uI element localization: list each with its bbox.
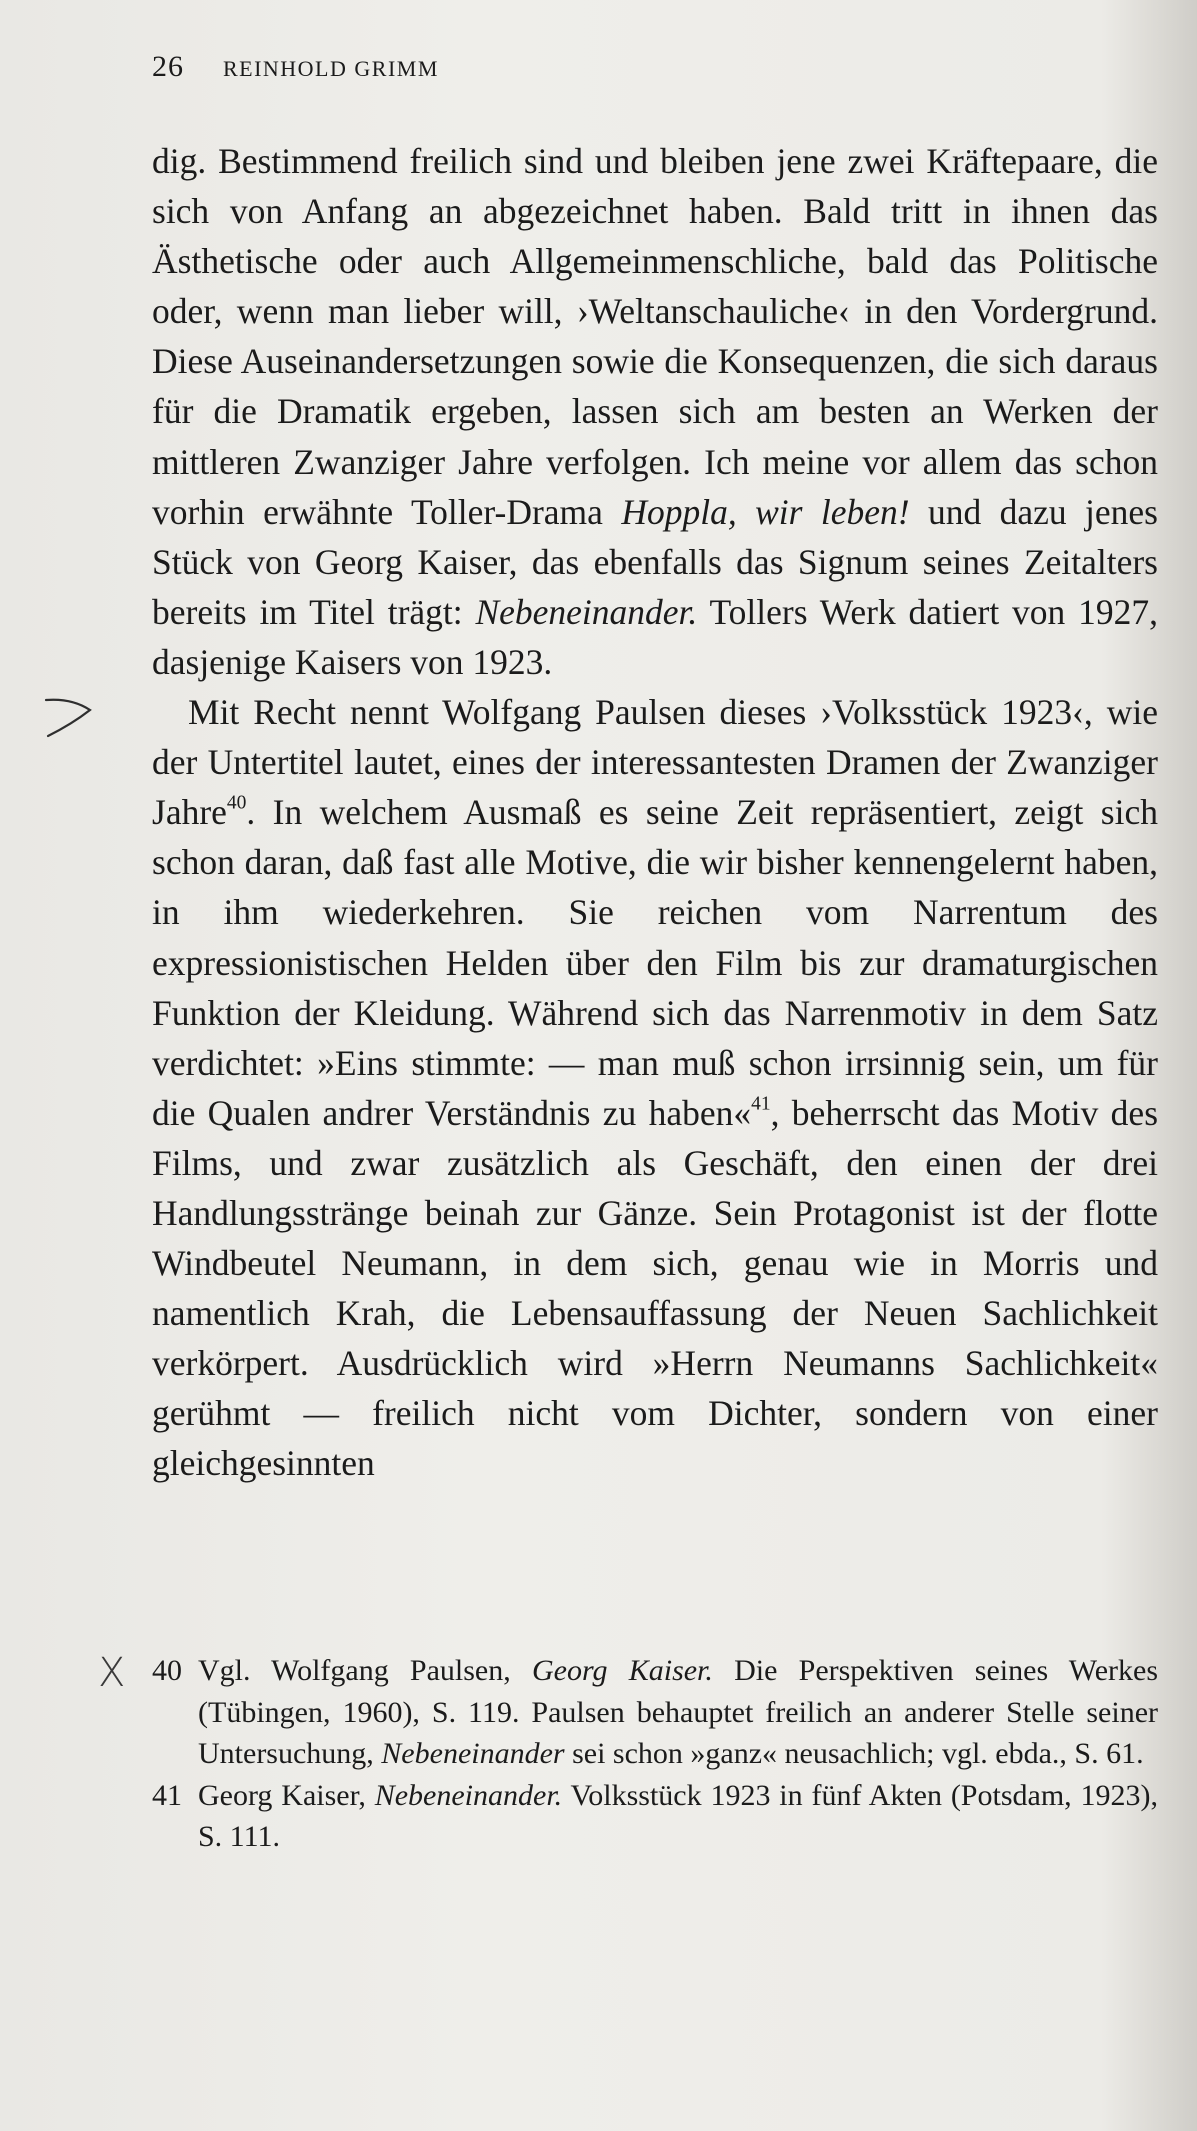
title-nebeneinander: Nebeneinander.: [475, 591, 698, 632]
text-run: Mit Recht nennt Wolfgang Paulsen dieses ›Volksstück 1923‹, wie der Untertitel lautet, eines der interessantesten Dramen der Zwanziger Jahre: [152, 692, 1158, 833]
main-text: [152, 136, 1158, 1489]
footnote-ref-41[interactable]: 41: [751, 1093, 771, 1115]
title-nebeneinander: Nebeneinander.: [374, 1778, 563, 1812]
x-mark-icon: X: [98, 1650, 126, 1696]
text-run: Vgl. Wolfgang Paulsen,: [198, 1654, 532, 1687]
footnote-number: 40: [152, 1654, 182, 1687]
title-nebeneinander: Nebeneinander: [381, 1737, 565, 1770]
arrow-mark-icon: [42, 688, 112, 748]
footnote-text: [198, 1650, 1158, 1775]
title-hoppla: Hoppla, wir leben!: [621, 491, 910, 532]
footnote-text: [198, 1775, 1158, 1858]
running-head: REINHOLD GRIMM: [222, 56, 439, 81]
footnotes: [152, 1650, 1158, 1858]
text-run: Die Perspektiven seines Werkes (Tübingen, 1960), S. 119. Paulsen behauptet freilich an anderer Stelle seiner Untersuchung,: [198, 1654, 1158, 1770]
text-run: und dazu jenes Stück von Georg Kaiser, das ebenfalls das Signum seines Zeitalters bereits im Titel trägt:: [152, 491, 1158, 632]
paragraph: [152, 687, 1158, 1489]
paragraph: [152, 136, 1158, 687]
text-run: Georg Kaiser,: [198, 1778, 375, 1812]
footnote-ref-40[interactable]: 40: [226, 792, 247, 814]
text-run: , beherrscht das Motiv des Films, und zwar zusätzlich als Geschäft, den einen der drei Handlungsstränge beinah zur Gänze. Sein Protagonist ist der flotte Windbeutel Neumann, in dem sich, genau wie in Morris und namentlich Krah, die Lebensauffassung der Neuen Sachlichkeit verkörpert. Ausdrücklich wird »Herrn Neumanns Sachlichkeit« gerühmt — freilich nicht vom Dichter, sondern von einer gleichgesinnten: [152, 1092, 1159, 1484]
text-run: Volksstück 1923 in fünf Akten (Potsdam, 1923), S. 111.: [198, 1778, 1158, 1853]
footnote-40: [152, 1650, 1158, 1775]
footnote-41: [152, 1775, 1158, 1858]
text-run: . In welchem Ausmaß es seine Zeit repräsentiert, zeigt sich schon daran, daß fast alle Motive, die wir bisher kennengelernt haben, in ihm wiederkehren. Sie reichen vom Narrentum des expressionistischen Helden über den Film bis zur dramaturgischen Funktion der Kleidung. Während sich das Narrenmotiv in dem Satz verdichtet: »Eins stimmte: — man muß schon irrsinnig sein, um für die Qualen andrer Verständnis zu haben«: [152, 792, 1158, 1133]
text-run: dig. Bestimmend freilich sind und bleiben jene zwei Kräftepaare, die sich von Anfang an abgezeichnet haben. Bald tritt in ihnen das Ästhetische oder auch Allgemeinmenschliche, bald das Politische oder, wenn man lieber will, ›Weltanschauliche‹ in den Vordergrund. Diese Auseinandersetzungen sowie die Konsequenzen, die sich daraus für die Dramatik ergeben, lassen sich am besten an Werken der mittleren Zwanziger Jahre verfolgen. Ich meine vor allem das schon vorhin erwähnte Toller-Drama: [152, 141, 1158, 532]
page-header: [152, 50, 439, 84]
text-run: Tollers Werk datiert von 1927, dasjenige Kaisers von 1923.: [152, 591, 1158, 682]
text-run: sei schon »ganz« neusachlich; vgl. ebda., S. 61.: [564, 1737, 1144, 1770]
footnote-number: 41: [152, 1778, 182, 1812]
page-number: 26: [152, 50, 184, 83]
title-georg-kaiser: Georg Kaiser.: [531, 1654, 713, 1687]
